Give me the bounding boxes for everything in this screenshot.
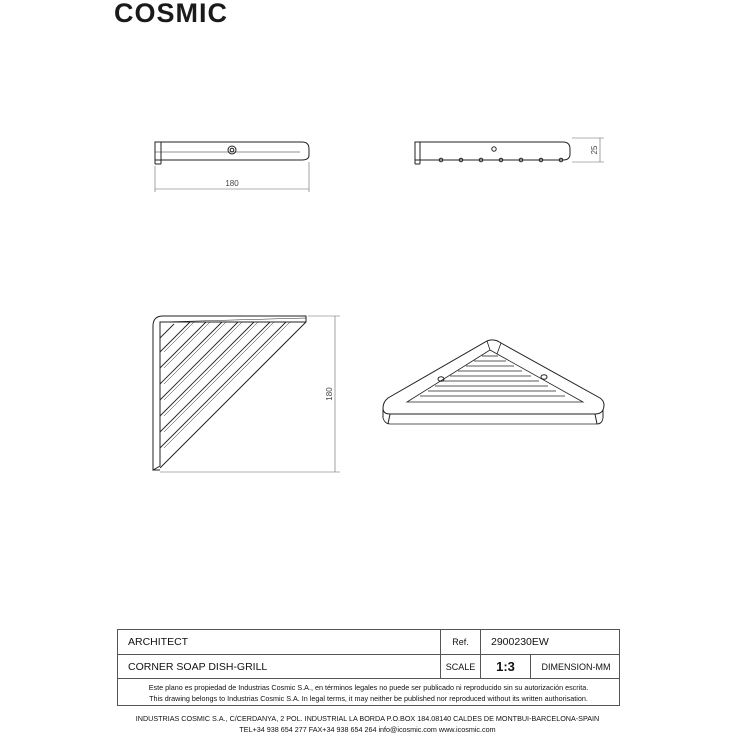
product-name: CORNER SOAP DISH-GRILL bbox=[128, 660, 268, 673]
footer-contact: TEL+34 938 654 277 FAX+34 938 654 264 info@icosmic.com www.icosmic.com bbox=[239, 724, 496, 734]
side-view bbox=[415, 142, 570, 164]
dimension-label-25: 25 bbox=[590, 145, 599, 155]
units-label: DIMENSION-MM bbox=[530, 655, 621, 678]
cosmic-logo: COSMIC bbox=[114, 0, 228, 28]
title-block bbox=[117, 629, 620, 706]
title-block-row-2 bbox=[118, 655, 619, 679]
isometric-view bbox=[383, 340, 604, 424]
architect-label: ARCHITECT bbox=[128, 636, 189, 648]
title-block-row-1 bbox=[118, 630, 619, 655]
scale-label: SCALE bbox=[440, 655, 480, 678]
company-footer bbox=[0, 714, 735, 735]
legal-line-english: This drawing belongs to Industrias Cosmic S.A. In legal terms, it may neither be published nor reproduced without its written authorisation. bbox=[149, 694, 588, 703]
dimension-line-25-vertical bbox=[572, 138, 604, 162]
dimension-line-180-vertical bbox=[160, 316, 340, 472]
ref-value: 2900230EW bbox=[480, 630, 621, 654]
ref-label: Ref. bbox=[440, 630, 480, 654]
scale-value: 1:3 bbox=[480, 655, 530, 678]
front-view bbox=[155, 142, 309, 164]
footer-address: INDUSTRIAS COSMIC S.A., C/CERDANYA, 2 POL. INDUSTRIAL LA BORDA P.O.BOX 184.08140 CALDES DE MONTBUI-BARCELONA-SPAIN bbox=[135, 714, 600, 723]
legal-notice bbox=[118, 679, 619, 706]
dimension-label-180-vertical: 180 bbox=[325, 387, 334, 401]
plan-view bbox=[153, 316, 306, 470]
dimension-label-180-horizontal: 180 bbox=[225, 179, 239, 188]
legal-line-spanish: Este plano es propiedad de Industrias Cosmic S.A., en términos legales no puede ser publicado ni reproducido sin su autorización escrita. bbox=[148, 683, 589, 692]
